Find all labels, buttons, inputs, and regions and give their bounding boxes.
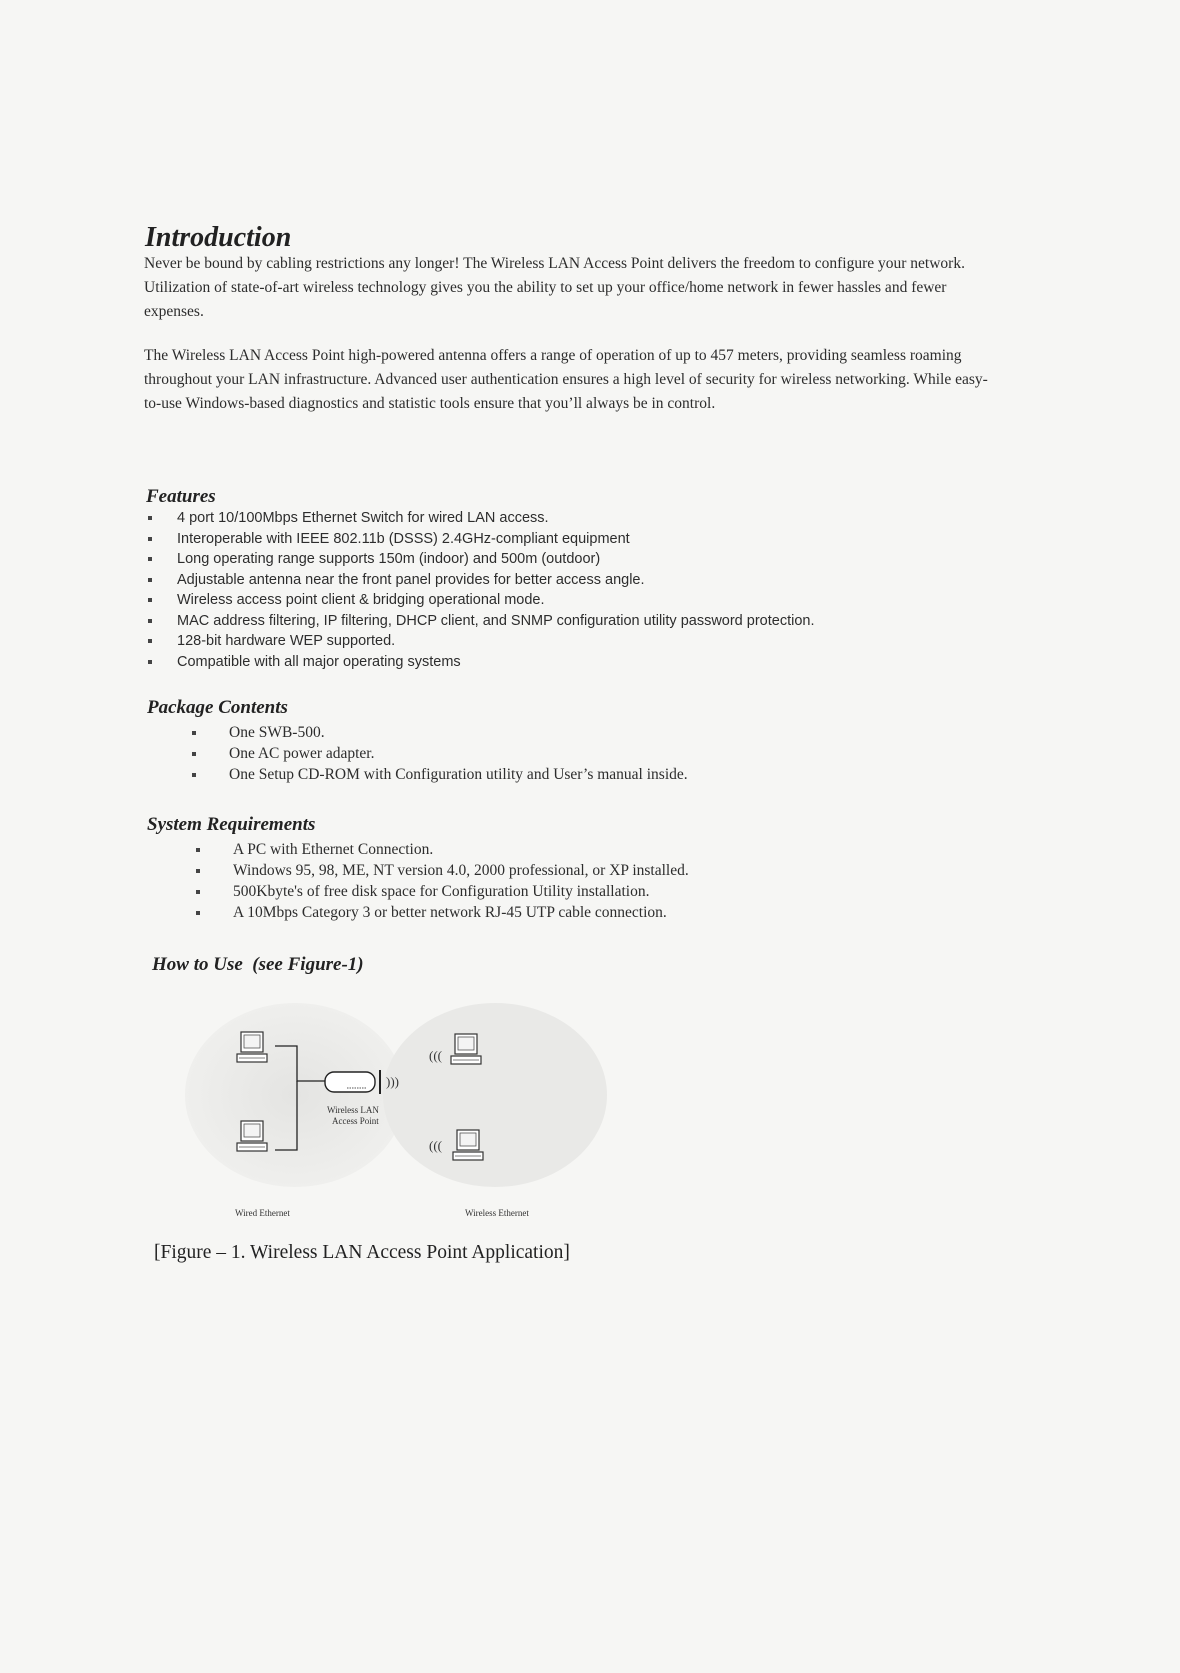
bullet-icon xyxy=(148,639,152,643)
signal-wave-icon: ((( xyxy=(429,1048,442,1063)
bullet-icon xyxy=(148,660,152,664)
how-to-use-heading: How to Use (see Figure-1) xyxy=(152,954,364,975)
list-item: One Setup CD-ROM with Configuration utility and User’s manual inside. xyxy=(192,764,688,785)
figure-caption: [Figure – 1. Wireless LAN Access Point Application] xyxy=(154,1242,570,1263)
laptop-icon xyxy=(237,1032,267,1062)
list-item: Adjustable antenna near the front panel provides for better access angle. xyxy=(148,570,814,591)
introduction-paragraph-2: The Wireless LAN Access Point high-powered antenna offers a range of operation of up to 457 meters, providing seamless roaming throughout your LAN infrastructure. Advanced user authentication ensures a high level of security for wireless networking. While easy-to-use Windows-based diagnostics and statistic tools ensure that you’ll always be in control. xyxy=(144,347,988,412)
bullet-icon xyxy=(196,869,200,873)
list-item: Interoperable with IEEE 802.11b (DSSS) 2.4GHz-compliant equipment xyxy=(148,529,814,550)
bullet-icon xyxy=(196,890,200,894)
wireless-zone xyxy=(383,1003,607,1187)
laptop-icon xyxy=(451,1034,481,1064)
laptop-icon xyxy=(453,1130,483,1160)
network-diagram xyxy=(185,1000,625,1230)
list-item: Long operating range supports 150m (indoor) and 500m (outdoor) xyxy=(148,549,814,570)
laptop-icon xyxy=(237,1121,267,1151)
list-item: 128-bit hardware WEP supported. xyxy=(148,631,814,652)
list-item: One AC power adapter. xyxy=(192,743,688,764)
list-item: 4 port 10/100Mbps Ethernet Switch for wired LAN access. xyxy=(148,508,814,529)
package-contents-heading: Package Contents xyxy=(147,697,288,718)
bullet-icon xyxy=(192,731,196,735)
list-item: 500Kbyte's of free disk space for Configuration Utility installation. xyxy=(196,881,689,902)
package-contents-list xyxy=(192,722,688,785)
access-point-icon xyxy=(325,1070,380,1094)
signal-wave-icon: ((( xyxy=(429,1138,442,1153)
introduction-paragraph-1: Never be bound by cabling restrictions any longer! The Wireless LAN Access Point delivers the freedom to configure your network. Utilization of state-of-art wireless technology gives you the ability to set up your office/home network in fewer hassles and fewer expenses. xyxy=(144,255,965,320)
bullet-icon xyxy=(196,911,200,915)
features-list xyxy=(148,508,814,672)
ap-label-line2: Access Point xyxy=(332,1116,379,1126)
introduction-heading: Introduction xyxy=(145,222,292,253)
wired-zone xyxy=(185,1003,405,1187)
bullet-icon xyxy=(192,752,196,756)
list-item: Windows 95, 98, ME, NT version 4.0, 2000 professional, or XP installed. xyxy=(196,860,689,881)
wired-ethernet-label: Wired Ethernet xyxy=(235,1208,290,1218)
bullet-icon xyxy=(196,848,200,852)
system-requirements-list xyxy=(196,839,689,923)
bullet-icon xyxy=(148,516,152,520)
list-item: MAC address filtering, IP filtering, DHCP client, and SNMP configuration utility password protection. xyxy=(148,611,814,632)
list-item: One SWB-500. xyxy=(192,722,688,743)
bullet-icon xyxy=(148,537,152,541)
bullet-icon xyxy=(148,578,152,582)
bullet-icon xyxy=(148,557,152,561)
bullet-icon xyxy=(148,598,152,602)
list-item: A 10Mbps Category 3 or better network RJ-45 UTP cable connection. xyxy=(196,902,689,923)
system-requirements-heading: System Requirements xyxy=(147,814,316,835)
features-heading: Features xyxy=(146,486,216,507)
ap-label-line1: Wireless LAN xyxy=(327,1105,379,1115)
bullet-icon xyxy=(148,619,152,623)
list-item: Wireless access point client & bridging operational mode. xyxy=(148,590,814,611)
list-item: A PC with Ethernet Connection. xyxy=(196,839,689,860)
signal-wave-icon: ))) xyxy=(386,1074,399,1089)
list-item: Compatible with all major operating systems xyxy=(148,652,814,673)
wireless-ethernet-label: Wireless Ethernet xyxy=(465,1208,529,1218)
bullet-icon xyxy=(192,773,196,777)
